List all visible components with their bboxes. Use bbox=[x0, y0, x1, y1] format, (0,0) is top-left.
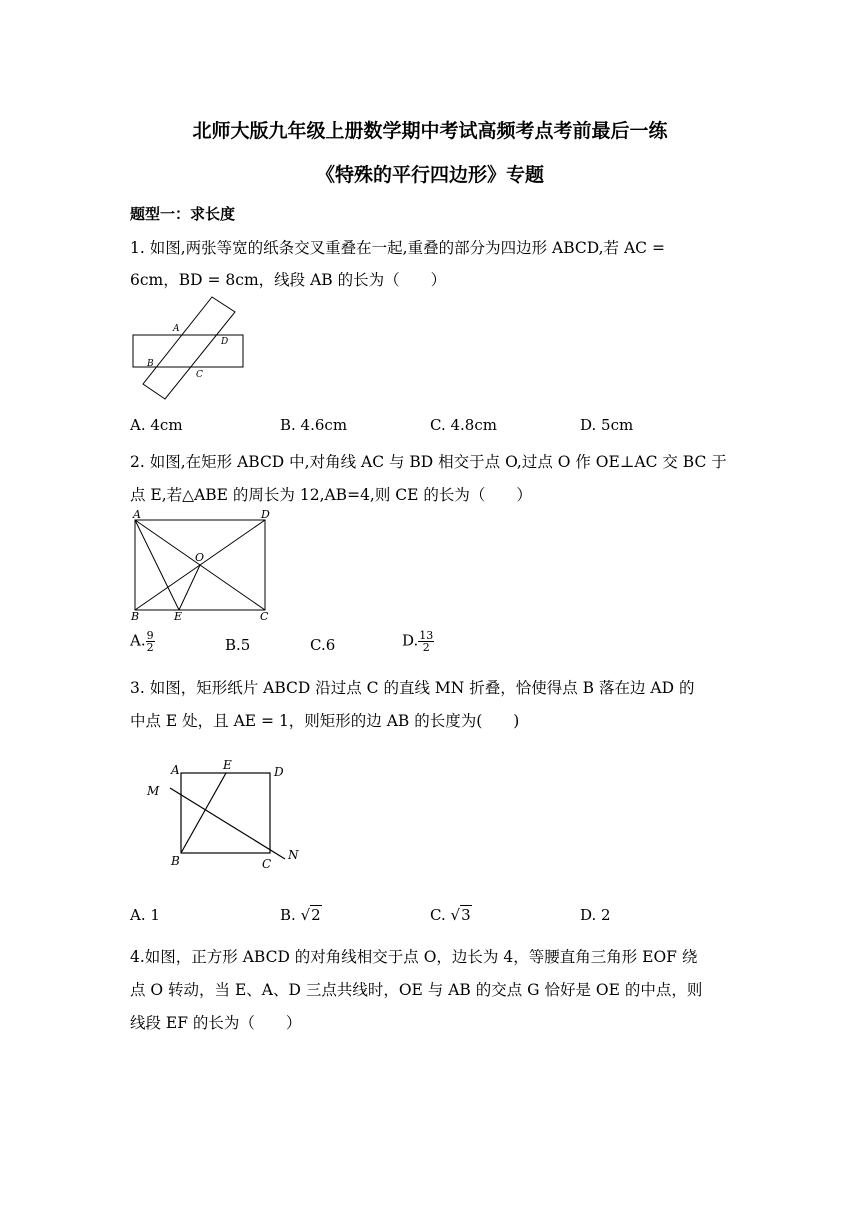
q1-label-b: B bbox=[147, 359, 154, 369]
q2-label-o: O bbox=[195, 551, 205, 564]
q3-text-line-1: 3. 如图，矩形纸片 ABCD 沿过点 C 的直线 MN 折叠，恰使得点 B 落在边 AD 的 bbox=[130, 679, 695, 697]
section-heading: 题型一：求长度 bbox=[130, 205, 236, 223]
q2-label-a: A bbox=[133, 508, 141, 521]
q3-label-c: C bbox=[262, 857, 272, 871]
q3-option-a: A. 1 bbox=[130, 906, 160, 924]
q3-label-a: A bbox=[171, 763, 180, 777]
q3-label-d: D bbox=[274, 765, 284, 779]
title-line-1: 北师大版九年级上册数学期中考试高频考点考前最后一练 bbox=[192, 120, 668, 142]
q3-option-b: B. √2 bbox=[280, 906, 321, 924]
q1-option-b: B. 4.6cm bbox=[280, 416, 348, 434]
q2-label-c: C bbox=[260, 610, 269, 623]
q1-label-c: C bbox=[196, 370, 203, 380]
q2-label-d: D bbox=[261, 508, 270, 521]
q2-option-a: A. $\frac{9}{2}$ bbox=[130, 629, 154, 654]
q1-option-c: C. 4.8cm bbox=[430, 416, 497, 434]
q3-label-m: M bbox=[147, 784, 160, 798]
q2-figure bbox=[125, 508, 285, 624]
q4-text-line-3: 线段 EF 的长为（ ） bbox=[130, 1014, 302, 1032]
q3-option-c: C. √3 bbox=[430, 906, 471, 924]
q4-text-line-1: 4.如图，正方形 ABCD 的对角线相交于点 O，边长为 4，等腰直角三角形 EOF 绕 bbox=[130, 948, 698, 966]
title-line-2: 《特殊的平行四边形》专题 bbox=[315, 164, 544, 186]
q4-text-line-2: 点 O 转动，当 E、A、D 三点共线时，OE 与 AB 的交点 G 恰好是 OE 的中点，则 bbox=[130, 981, 703, 999]
q1-option-d: D. 5cm bbox=[580, 416, 634, 434]
q2-text-line-1: 2. 如图,在矩形 ABCD 中,对角线 AC 与 BD 相交于点 O,过点 O 作 OE⊥AC 交 BC 于 bbox=[130, 453, 727, 471]
q1-figure bbox=[125, 292, 255, 402]
q2-label-b: B bbox=[131, 610, 140, 623]
q3-option-d: D. 2 bbox=[580, 906, 611, 924]
q2-option-d: D. $\frac{13}{2}$ bbox=[402, 629, 434, 654]
q2-text-line-2: 点 E,若△ABE 的周长为 12,AB=4,则 CE 的长为（ ） bbox=[130, 486, 532, 504]
q3-figure bbox=[140, 752, 310, 874]
q1-label-d: D bbox=[221, 337, 229, 347]
q2-option-c: C.6 bbox=[310, 636, 336, 654]
q2-label-e: E bbox=[174, 610, 183, 623]
q3-label-b: B bbox=[171, 854, 180, 868]
q3-label-e: E bbox=[223, 758, 232, 772]
q3-text-line-2: 中点 E 处，且 AE = 1，则矩形的边 AB 的长度为( ) bbox=[130, 712, 520, 730]
q1-text-line-1: 1. 如图,两张等宽的纸条交叉重叠在一起,重叠的部分为四边形 ABCD,若 AC = bbox=[130, 239, 665, 257]
q1-label-a: A bbox=[173, 324, 180, 334]
q2-option-b: B.5 bbox=[225, 636, 251, 654]
q3-label-n: N bbox=[288, 848, 299, 862]
q1-text-line-2: 6cm，BD = 8cm，线段 AB 的长为（ ） bbox=[130, 271, 447, 289]
q1-option-a: A. 4cm bbox=[130, 416, 183, 434]
